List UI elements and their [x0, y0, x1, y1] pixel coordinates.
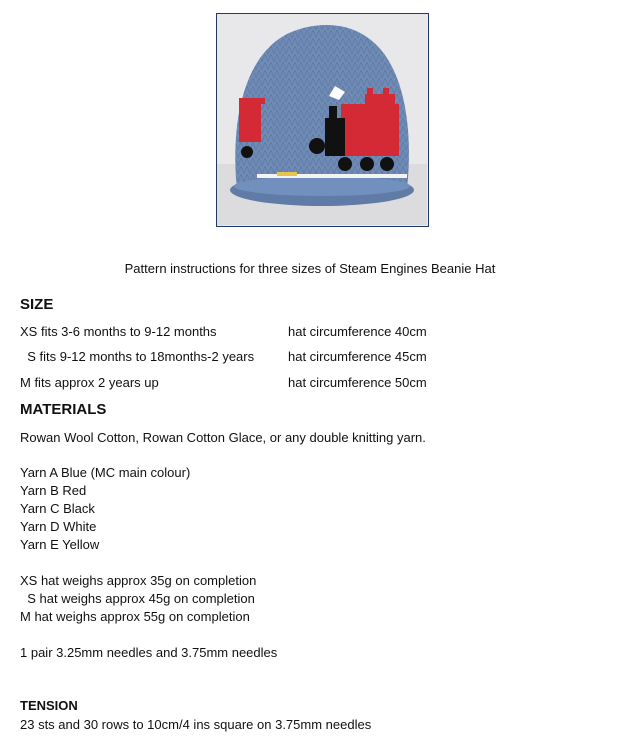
tension-text: 23 sts and 30 rows to 10cm/4 ins square on 3.75mm needles — [20, 717, 372, 732]
size-fit-m: M fits approx 2 years up — [20, 375, 159, 390]
yarn-c: Yarn C Black — [20, 501, 95, 516]
yarn-b: Yarn B Red — [20, 483, 87, 498]
tension-heading: TENSION — [20, 698, 78, 713]
materials-heading: MATERIALS — [20, 401, 107, 418]
size-circumference-s: hat circumference 45cm — [288, 349, 427, 364]
hat-photo — [216, 13, 429, 227]
size-fit-s: S fits 9-12 months to 18months-2 years — [20, 349, 255, 364]
pattern-caption: Pattern instructions for three sizes of Steam Engines Beanie Hat — [124, 261, 496, 276]
weight-s: S hat weighs approx 45g on completion — [20, 591, 255, 606]
weight-xs: XS hat weighs approx 35g on completion — [20, 573, 257, 588]
size-fit-xs: XS fits 3-6 months to 9-12 months — [20, 324, 217, 339]
size-heading: SIZE — [20, 296, 54, 313]
needles-text: 1 pair 3.25mm needles and 3.75mm needles — [20, 645, 278, 660]
engine-main — [341, 104, 399, 156]
size-circumference-xs: hat circumference 40cm — [288, 324, 427, 339]
yarn-a: Yarn A Blue (MC main colour) — [20, 465, 191, 480]
weight-m: M hat weighs approx 55g on completion — [20, 609, 250, 624]
hat-illustration — [217, 14, 427, 225]
yarn-d: Yarn D White — [20, 519, 97, 534]
yarn-e: Yarn E Yellow — [20, 537, 100, 552]
engine-left — [239, 102, 261, 142]
materials-intro: Rowan Wool Cotton, Rowan Cotton Glace, or any double knitting yarn. — [20, 430, 426, 445]
size-circumference-m: hat circumference 50cm — [288, 375, 427, 390]
